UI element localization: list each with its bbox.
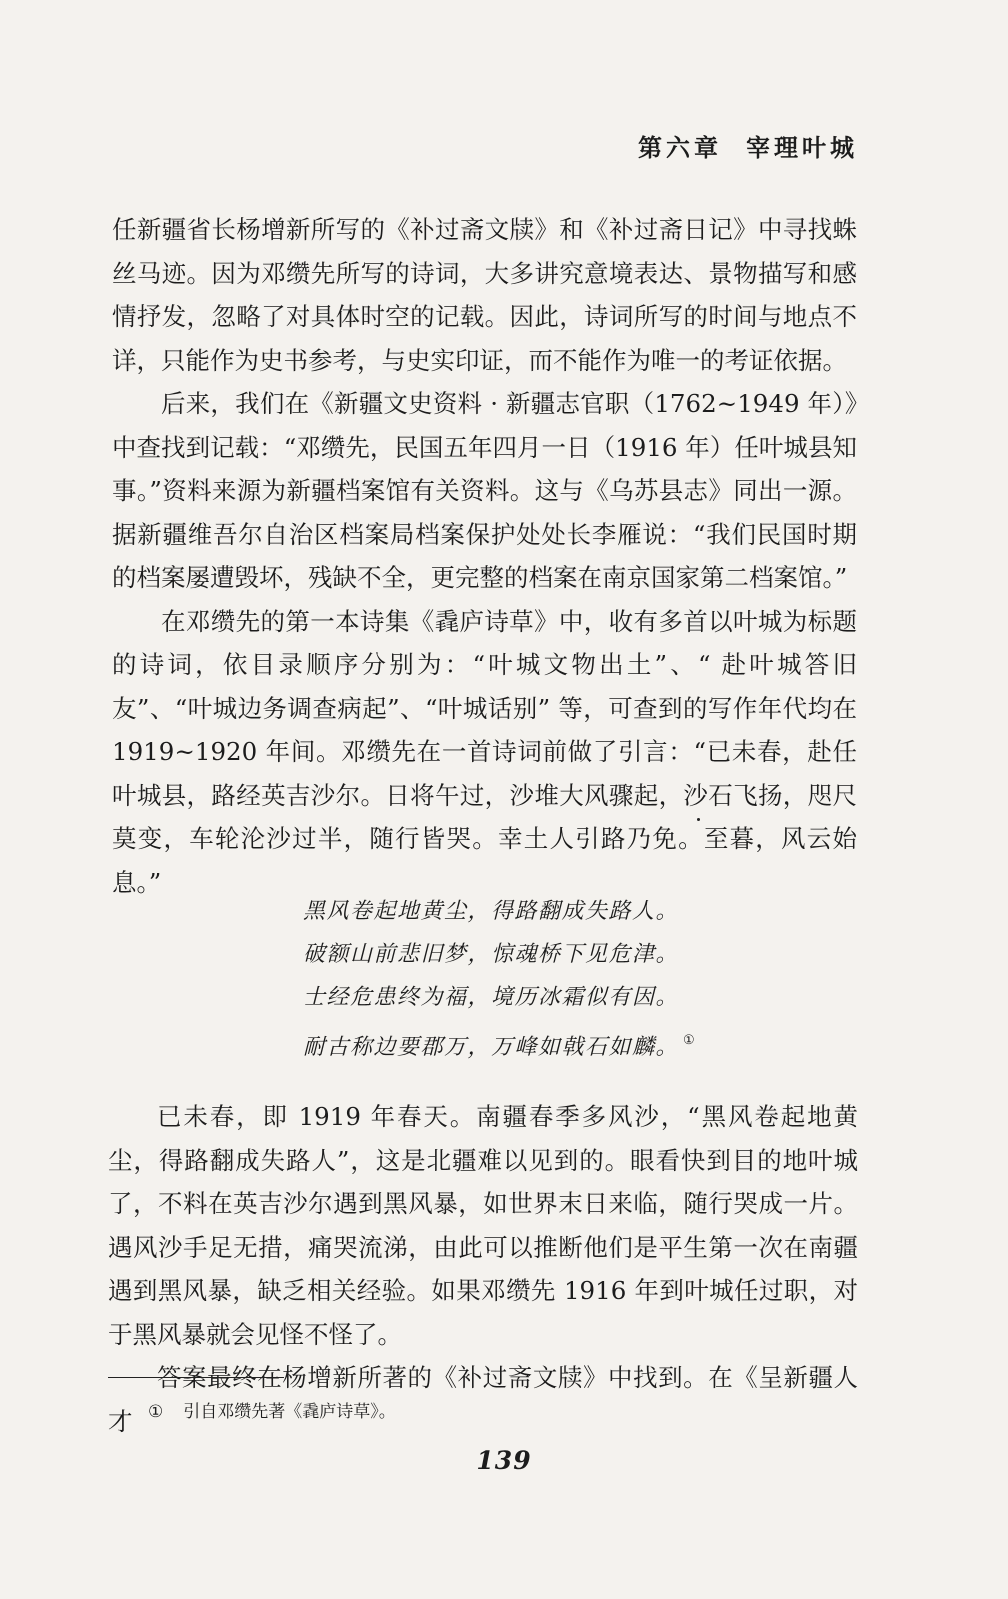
footnote — [148, 1400, 396, 1424]
paragraph-1: 任新疆省长杨增新所写的《补过斋文牍》和《补过斋日记》中寻找蛛丝马迹。因为邓缵先所写的诗词，大多讲究意境表达、景物描写和感情抒发，忽略了对具体时空的记载。因此，诗词所写的时间与地点不详，只能作为史书参考，与史实印证，而不能作为唯一的考证依据。 — [112, 215, 857, 375]
footnote-reference: ① — [683, 1033, 697, 1048]
poem-line-1: 黑风卷起地黄尘，得路翻成失路人。 — [303, 899, 680, 924]
footnote-text: 引自邓缵先著《毳庐诗草》。 — [183, 1402, 396, 1422]
footnote-mark: ① — [148, 1402, 164, 1422]
poem-line-4 — [303, 1019, 723, 1069]
body-text-top — [112, 208, 857, 904]
print-speck — [697, 818, 700, 821]
poem-line-2: 破额山前悲旧梦，惊魂桥下见危津。 — [303, 942, 680, 967]
poem — [303, 890, 723, 1069]
running-head — [638, 128, 858, 163]
paragraph-4: 已未春，即 1919 年春天。南疆春季多风沙，“黑风卷起地黄尘，得路翻成失路人”，这是北疆难以见到的。眼看快到目的地叶城了，不料在英吉沙尔遇到黑风暴，如世界末日来临，随行哭成一片。遇风沙手足无措，痛哭流涕，由此可以推断他们是平生第一次在南疆遇到黑风暴，缺乏相关经验。如果邓缵先 1916 年到叶城任过职，对于黑风暴就会见怪不怪了。 — [108, 1102, 858, 1349]
chapter-number: 第六章 — [638, 133, 722, 162]
paragraph-3: 在邓缵先的第一本诗集《毳庐诗草》中，收有多首以叶城为标题的诗词，依目录顺序分别为：“叶城文物出土”、“ 赴叶城答旧友”、“叶城边务调查病起”、“叶城话别” 等，可查到的写作年代均在 1919~1920 年间。邓缵先在一首诗词前做了引言：“已未春，赴任叶城县，路经英吉沙尔。日将午过，沙堆大风骤起，沙石飞扬，咫尺莫变，车轮沦沙过半，随行皆哭。幸土人引路乃免。至暮，风云始息。” — [112, 606, 857, 897]
paragraph-2: 后来，我们在《新疆文史资料 · 新疆志官职（1762~1949 年）》中查找到记载：“邓缵先，民国五年四月一日（1916 年）任叶城县知事。”资料来源为新疆档案馆有关资料。这与《乌苏县志》同出一源。据新疆维吾尔自治区档案局档案保护处处长李雁说：“我们民国时期的档案屡遭毁坏，残缺不全，更完整的档案在南京国家第二档案馆。” — [112, 389, 857, 592]
paragraph-5: 答案最终在杨增新所著的《补过斋文牍》中找到。在《呈新疆人才 — [108, 1363, 858, 1436]
poem-line-4-text: 耐古称边要郡万，万峰如戟石如麟。 — [303, 1035, 680, 1060]
poem-line-3: 士经危患终为福，境历冰霜似有因。 — [303, 985, 680, 1010]
body-text-bottom — [108, 1095, 858, 1443]
footnote-divider — [108, 1377, 284, 1378]
page-number: 139 — [476, 1446, 532, 1475]
chapter-title: 宰理叶城 — [746, 133, 858, 162]
